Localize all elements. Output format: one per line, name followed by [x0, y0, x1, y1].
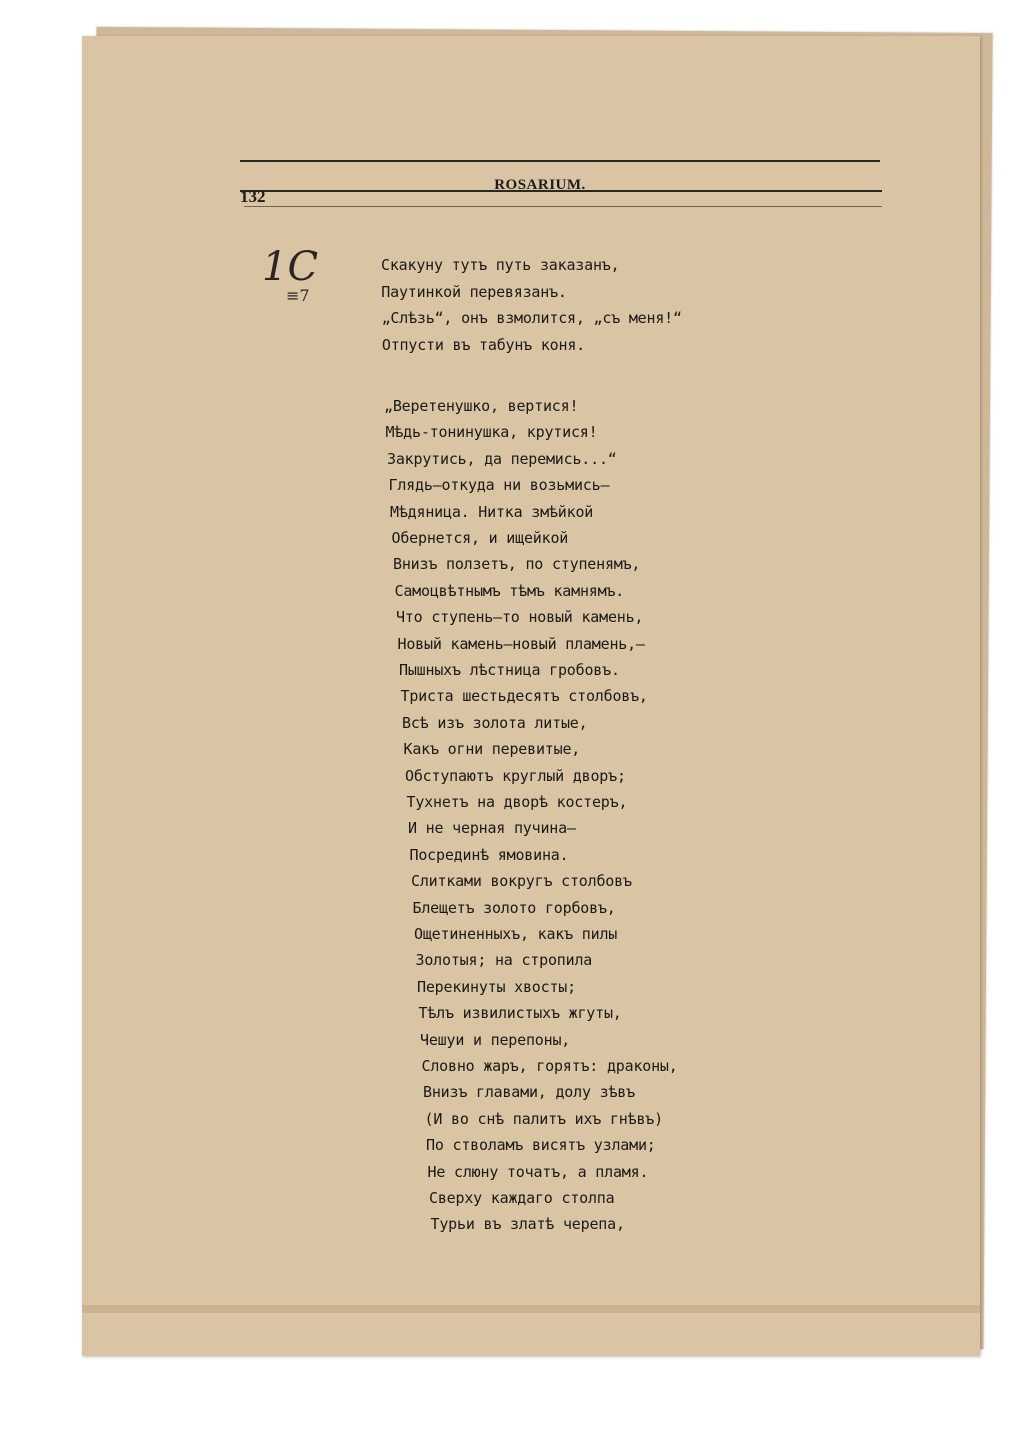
verse-line: Тѣлъ извилистыхъ жгуты, — [418, 1004, 622, 1023]
handwritten-sub-mark: ≡7 — [286, 286, 310, 305]
verse-line: Глядь—откуда ни возьмись— — [388, 476, 610, 495]
verse-line: Сверху каждаго столпа — [429, 1189, 615, 1207]
header-rule-bottom-2 — [244, 206, 882, 207]
page-number: 132 — [240, 187, 266, 206]
verse-line: Мѣдь-тонинушка, крутися! — [385, 423, 598, 442]
verse-line: Скакуну тутъ путь заказанъ, — [381, 256, 620, 274]
verse-line: Мѣдяница. Нитка змѣйкой — [390, 502, 594, 521]
verse-line: Пышныхъ лѣстница гробовъ. — [399, 661, 620, 679]
verse-line: Слитками вокругъ столбовъ — [411, 872, 632, 891]
verse-line: Ощетиненныхъ, какъ пилы — [414, 925, 618, 943]
verse-line: Всѣ изъ золота литые, — [402, 713, 588, 732]
verse-line: Самоцвѣтнымъ тѣмъ камнямъ. — [394, 581, 625, 600]
verse-line: И не черная пучина— — [408, 819, 576, 838]
paper-bottom-edge — [82, 1305, 980, 1313]
verse-line: Золотыя; на стропила — [415, 951, 593, 970]
verse-line: Какъ огни перевитые, — [403, 740, 581, 759]
verse-line: Посрединѣ ямовина. — [409, 845, 569, 864]
verse-line: По стволамъ висятъ узлами; — [426, 1136, 656, 1155]
verse-line: Закрутись, да перемись...“ — [387, 449, 617, 468]
header-rule-top — [240, 160, 880, 162]
verse-line: Словно жаръ, горятъ: драконы, — [421, 1057, 678, 1075]
verse-line: Турьи въ златѣ черепа, — [430, 1215, 625, 1234]
verse-line: Внизъ ползетъ, по ступенямъ, — [393, 555, 641, 574]
verse-line: „Слѣзь“, онъ взмолится, „съ меня!“ — [381, 309, 682, 327]
verse-line: Обернется, и ищейкой — [391, 529, 569, 547]
verse-line: Внизъ главами, долу зѣвъ — [423, 1083, 635, 1102]
running-head: ROSARIUM. — [494, 177, 586, 193]
verse-line: Паутинкой перевязанъ. — [381, 282, 567, 301]
verse-line: Не слюну точатъ, а пламя. — [427, 1162, 649, 1181]
verse-line: Перекинуты хвосты; — [417, 977, 576, 996]
verse-line: Обступаютъ круглый дворъ; — [405, 766, 626, 785]
verse-line: (И во снѣ палитъ ихъ гнѣвъ) — [424, 1109, 663, 1128]
verse-line: Блещетъ золото горбовъ, — [412, 898, 616, 917]
verse-line: Триста шестьдесятъ столбовъ, — [400, 687, 648, 706]
handwritten-mark: 1C — [262, 244, 319, 290]
verse-line: Что ступень—то новый камень, — [396, 608, 644, 627]
verse-line: Тухнетъ на дворѣ костеръ, — [406, 793, 628, 811]
verse-line: Новый камень—новый пламень,— — [397, 634, 645, 653]
verse-line: Чешуи и перепоны, — [420, 1030, 571, 1049]
verse-line: Отпусти въ табунъ коня. — [381, 335, 585, 354]
verse-line: „Веретенушко, вертися! — [384, 397, 579, 415]
